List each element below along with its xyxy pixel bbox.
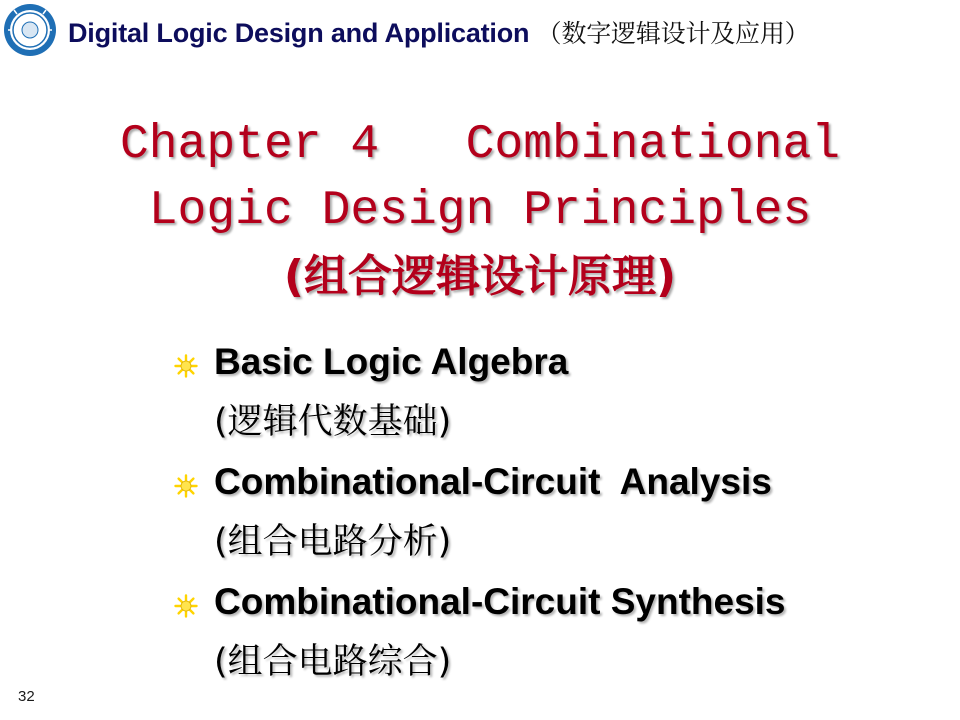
sunburst-bullet-icon bbox=[174, 474, 198, 498]
topic-item-circuit-analysis bbox=[172, 456, 786, 570]
course-title-zh: （数字逻辑设计及应用） bbox=[536, 19, 810, 48]
topic-title: Combinational-Circuit Synthesis bbox=[214, 581, 786, 622]
university-seal-icon bbox=[2, 2, 58, 58]
course-title-en: Digital Logic Design and Application bbox=[68, 18, 530, 48]
sunburst-bullet-icon bbox=[174, 354, 198, 378]
topic-title: Basic Logic Algebra bbox=[214, 341, 569, 382]
topic-item-basic-logic-algebra bbox=[172, 336, 786, 450]
chapter-title bbox=[0, 112, 960, 310]
chapter-title-line-1: Chapter 4 Combinational bbox=[119, 118, 841, 172]
topic-subtitle: (组合电路综合) bbox=[214, 642, 452, 682]
page-number: 32 bbox=[18, 688, 35, 705]
topic-title: Combinational-Circuit Analysis bbox=[214, 461, 772, 502]
chapter-title-line-3: (组合逻辑设计原理) bbox=[283, 251, 677, 302]
topic-item-circuit-synthesis bbox=[172, 576, 786, 690]
topic-list bbox=[172, 336, 786, 696]
topic-subtitle: (组合电路分析) bbox=[214, 522, 452, 562]
topic-subtitle: (逻辑代数基础) bbox=[214, 402, 452, 442]
chapter-title-line-2: Logic Design Principles bbox=[148, 184, 812, 238]
course-title bbox=[68, 14, 809, 50]
sunburst-bullet-icon bbox=[174, 594, 198, 618]
